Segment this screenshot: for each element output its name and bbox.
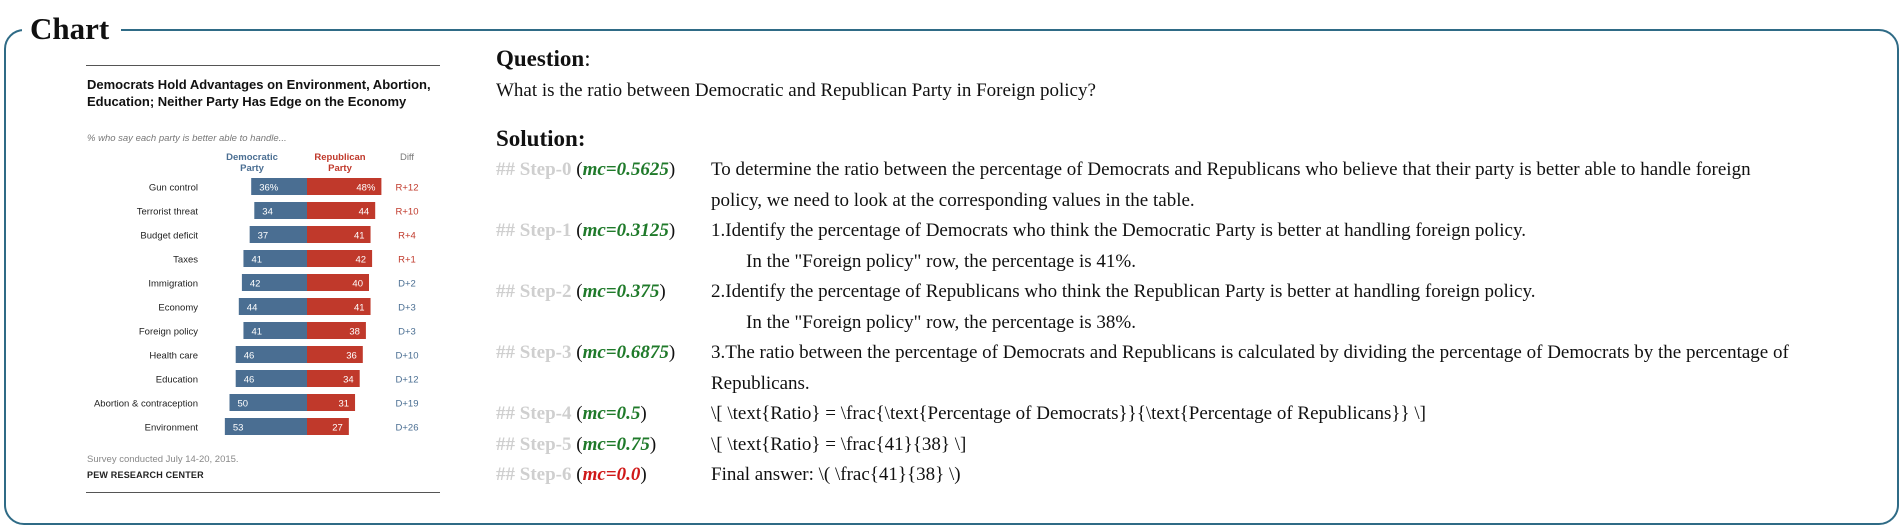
dem-value-label: 34 [262, 206, 273, 218]
diff-label: D+2 [398, 278, 416, 290]
step-number: ## Step-1 [496, 220, 572, 241]
step-text: Final answer: \( \frac{41}{38} \) [711, 464, 961, 485]
solution-steps [496, 155, 1886, 491]
solution-step [496, 430, 1886, 461]
step-text: Republicans. [711, 372, 810, 394]
dem-value-label: 36% [259, 182, 279, 194]
category-label: Economy [158, 302, 198, 314]
column-header-democratic: Democratic Party [226, 152, 278, 174]
rep-value-label: 38 [349, 326, 360, 338]
rep-value-label: 48% [356, 182, 376, 194]
diff-label: R+10 [395, 206, 419, 218]
step-mc-score: mc=0.5625 [582, 159, 669, 180]
rep-value-label: 42 [355, 254, 367, 266]
dem-value-label: 46 [243, 350, 255, 362]
step-text: 2.Identify the percentage of Republicans who think the Republican Party is better at handling foreign policy. [711, 281, 1536, 302]
category-label: Abortion & contraception [93, 398, 198, 410]
step-mc-score: mc=0.5 [582, 403, 641, 424]
diff-label: D+26 [395, 422, 419, 434]
dem-value-label: 41 [251, 326, 263, 338]
step-mc-score: mc=0.75 [582, 433, 650, 455]
step-mc-score: mc=0.3125 [582, 220, 669, 241]
category-label: Terrorist threat [136, 206, 198, 218]
diff-label: D+12 [395, 374, 419, 386]
solution-step [496, 277, 1886, 338]
dem-value-label: 41 [251, 254, 263, 266]
top-rule [86, 65, 440, 66]
step-number: ## Step-3 [496, 342, 572, 363]
question-text: What is the ratio between Democratic and Republican Party in Foreign policy? [496, 80, 1096, 101]
category-label: Environment [144, 422, 198, 434]
category-label: Foreign policy [138, 326, 198, 338]
step-subtext: In the "Foreign policy" row, the percentage is 38%. [746, 311, 1136, 333]
dem-value-label: 37 [257, 230, 269, 242]
rep-value-label: 41 [353, 302, 365, 314]
column-header-republican: Republican Party [314, 152, 366, 174]
solution-step [496, 338, 1886, 399]
step-number: ## Step-5 [496, 433, 572, 455]
step-mc-score: mc=0.0 [582, 464, 641, 485]
rep-value-label: 31 [338, 398, 350, 410]
diff-label: D+3 [398, 326, 416, 338]
solution-step [496, 460, 1886, 491]
chart-source: PEW RESEARCH CENTER [87, 470, 204, 480]
step-tag: ## Step-2 (mc=0.375) [496, 281, 666, 302]
dem-value-label: 46 [243, 374, 255, 386]
solution-step [496, 399, 1886, 430]
rep-value-label: 40 [352, 278, 363, 290]
rep-value-label: 27 [332, 422, 343, 434]
question-heading: Question: [496, 46, 591, 71]
step-tag: ## Step-5 (mc=0.75) [496, 433, 657, 455]
dem-value-label: 50 [237, 398, 249, 410]
rep-value-label: 36 [346, 350, 357, 362]
category-label: Education [155, 374, 198, 386]
step-number: ## Step-6 [496, 464, 572, 485]
category-label: Health care [149, 350, 198, 362]
solution-label: Solution: [496, 126, 586, 151]
step-text: 1.Identify the percentage of Democrats who think the Democratic Party is better at handling foreign policy. [711, 220, 1526, 241]
chart-subtitle: % who say each party is better able to handle... [87, 133, 287, 144]
solution-step [496, 155, 1886, 216]
category-label: Immigration [148, 278, 198, 290]
category-label: Gun control [148, 182, 198, 194]
column-header-diff: Diff [399, 152, 415, 163]
diff-label: R+1 [398, 254, 416, 266]
step-text: \[ \text{Ratio} = \frac{\text{Percentage of Democrats}}{\text{Percentage of Republicans}} \] [711, 403, 1426, 424]
step-text: policy, we need to look at the corresponding values in the table. [711, 189, 1195, 211]
chart-title: Democrats Hold Advantages on Environment, Abortion, Education; Neither Party Has Edge on the Economy [87, 77, 431, 109]
category-label: Taxes [173, 254, 198, 266]
step-text: To determine the ratio between the percentage of Democrats and Republicans who believe that their party is better able to handle foreign [711, 159, 1751, 180]
bar-chart [86, 178, 440, 448]
chart-panel [86, 62, 440, 498]
step-text: 3.The ratio between the percentage of Democrats and Republicans is calculated by dividing the percentage of Democrats by the percentage of [711, 342, 1789, 363]
dem-value-label: 44 [246, 302, 258, 314]
bottom-rule [86, 492, 440, 493]
step-mc-score: mc=0.6875 [582, 342, 669, 363]
step-tag: ## Step-6 (mc=0.0) [496, 464, 647, 485]
step-tag: ## Step-4 (mc=0.5) [496, 403, 647, 424]
step-text: \[ \text{Ratio} = \frac{41}{38} \] [711, 433, 967, 455]
diff-label: R+4 [398, 230, 416, 242]
solution-step [496, 216, 1886, 277]
diff-label: R+12 [395, 182, 419, 194]
diff-label: D+10 [395, 350, 419, 362]
step-number: ## Step-4 [496, 403, 572, 424]
step-subtext: In the "Foreign policy" row, the percentage is 41%. [746, 250, 1136, 272]
rep-value-label: 34 [343, 374, 354, 386]
step-tag: ## Step-0 (mc=0.5625) [496, 159, 676, 180]
rep-value-label: 41 [353, 230, 365, 242]
step-number: ## Step-2 [496, 281, 572, 302]
category-label: Budget deficit [140, 230, 198, 242]
step-number: ## Step-0 [496, 159, 572, 180]
diff-label: D+19 [395, 398, 419, 410]
step-tag: ## Step-3 (mc=0.6875) [496, 342, 676, 363]
rep-value-label: 44 [358, 206, 370, 218]
diff-label: D+3 [398, 302, 416, 314]
step-tag: ## Step-1 (mc=0.3125) [496, 220, 676, 241]
dem-value-label: 53 [232, 422, 244, 434]
step-mc-score: mc=0.375 [582, 281, 660, 302]
panel-title: Chart [22, 10, 121, 48]
dem-value-label: 42 [249, 278, 261, 290]
chart-footnote: Survey conducted July 14-20, 2015. [87, 454, 239, 465]
question-label: Question [496, 46, 585, 71]
